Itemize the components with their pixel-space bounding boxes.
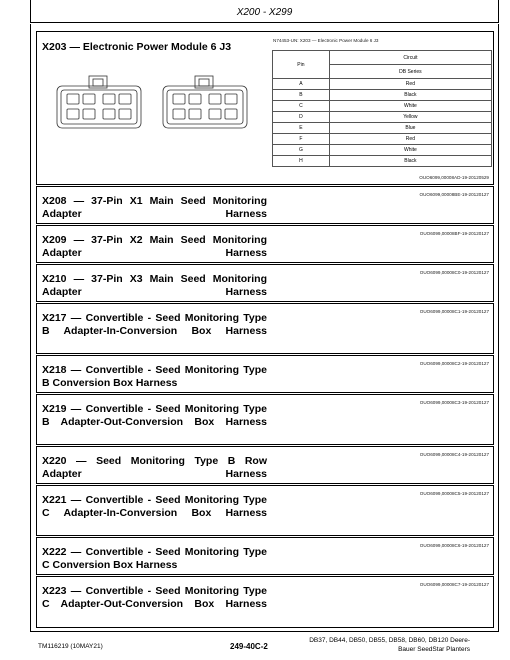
section-title: X218 — Convertible - Seed Monitoring Type B Conversion Box Harness <box>42 364 267 389</box>
doc-id: TM116219 (10MAY21) <box>38 643 103 650</box>
section-title: X220 — Seed Monitoring Type B Row Adapter Harness <box>42 455 267 480</box>
section-code: OUO6099,00008AD-19-20120529 <box>419 175 489 180</box>
section-x218 <box>36 355 494 393</box>
pin-cell: H <box>273 156 330 167</box>
figure-caption: N74453-UN: X203 — Electronic Power Module 6 J3 <box>273 38 379 43</box>
circuit-cell: Red <box>329 79 491 90</box>
section-title: X209 — 37-Pin X2 Main Seed Monitoring Adapter Harness <box>42 234 267 259</box>
section-x221 <box>36 485 494 536</box>
models-label <box>309 636 470 654</box>
section-code: OUO6099,00008BE-19-20120127 <box>419 192 489 197</box>
pin-cell: D <box>273 112 330 123</box>
header-box <box>30 0 499 23</box>
section-code: OUO6099,00008C0-19-20120127 <box>419 270 489 275</box>
col-pin-header: Pin <box>273 51 330 79</box>
section-x220 <box>36 446 494 484</box>
section-title: X217 — Convertible - Seed Monitoring Type B Adapter-In-Conversion Box Harness <box>42 312 267 337</box>
table-row <box>273 90 492 101</box>
section-title: X208 — 37-Pin X1 Main Seed Monitoring Adapter Harness <box>42 195 267 220</box>
section-x223 <box>36 576 494 628</box>
circuit-cell: White <box>329 145 491 156</box>
table-row <box>273 101 492 112</box>
section-x210 <box>36 264 494 302</box>
section-code: OUO6099,00008C4-19-20120127 <box>419 452 489 457</box>
connector-diagram <box>55 72 255 132</box>
circuit-cell: Black <box>329 156 491 167</box>
section-x219 <box>36 394 494 445</box>
table-row <box>273 134 492 145</box>
section-title: X223 — Convertible - Seed Monitoring Type C Adapter-Out-Conversion Box Harness <box>42 585 267 610</box>
col-series-header: DB Series <box>329 65 491 79</box>
table-row <box>273 123 492 134</box>
pin-cell: B <box>273 90 330 101</box>
pin-cell: E <box>273 123 330 134</box>
content-frame <box>30 24 499 632</box>
circuit-cell: Red <box>329 134 491 145</box>
pin-cell: A <box>273 79 330 90</box>
section-x217 <box>36 303 494 354</box>
section-title: X203 — Electronic Power Module 6 J3 <box>42 41 232 53</box>
section-code: OUO6099,00008C7-19-20120127 <box>419 582 489 587</box>
page-range: X200 - X299 <box>236 7 293 18</box>
section-code: OUO6099,00008C5-19-20120127 <box>419 491 489 496</box>
circuit-cell: White <box>329 101 491 112</box>
table-row <box>273 156 492 167</box>
models-line-1: DB37, DB44, DB50, DB55, DB58, DB60, DB120 Deere- <box>309 637 470 644</box>
circuit-cell: Blue <box>329 123 491 134</box>
section-title: X222 — Convertible - Seed Monitoring Type C Conversion Box Harness <box>42 546 267 571</box>
pin-cell: F <box>273 134 330 145</box>
section-code: OUO6099,00008C1-19-20120127 <box>419 309 489 314</box>
section-code: OUO6099,00008C2-19-20120127 <box>419 361 489 366</box>
section-title: X210 — 37-Pin X3 Main Seed Monitoring Adapter Harness <box>42 273 267 298</box>
pin-cell: C <box>273 101 330 112</box>
circuit-cell: Black <box>329 90 491 101</box>
table-row <box>273 79 492 90</box>
section-code: OUO6099,00008C6-19-20120127 <box>419 543 489 548</box>
circuit-cell: Yellow <box>329 112 491 123</box>
section-x222 <box>36 537 494 575</box>
section-code: OUO6099,00008BF-19-20120127 <box>419 231 489 236</box>
section-x208 <box>36 186 494 224</box>
table-row <box>273 112 492 123</box>
col-circuit-header: Circuit <box>329 51 491 65</box>
section-title: X221 — Convertible - Seed Monitoring Type C Adapter-In-Conversion Box Harness <box>42 494 267 519</box>
section-title: X219 — Convertible - Seed Monitoring Type B Adapter-Out-Conversion Box Harness <box>42 403 267 428</box>
models-line-2: Bauer SeedStar Planters <box>398 646 470 653</box>
section-x203 <box>36 31 494 185</box>
pin-table <box>272 50 492 167</box>
page-number: 249-40C-2 <box>230 642 268 651</box>
pin-cell: G <box>273 145 330 156</box>
section-code: OUO6099,00008C3-19-20120127 <box>419 400 489 405</box>
footer-rule <box>30 631 499 632</box>
section-x209 <box>36 225 494 263</box>
table-row <box>273 145 492 156</box>
